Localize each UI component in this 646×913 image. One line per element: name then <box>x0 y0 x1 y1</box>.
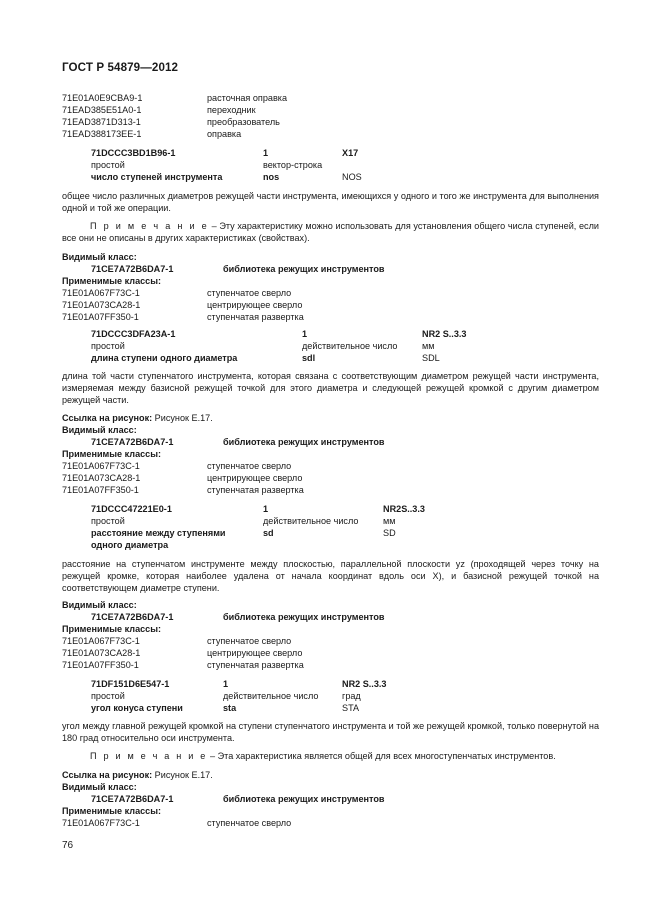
note <box>62 750 599 762</box>
property-code: 71DCCC47221E0-1 <box>91 504 172 514</box>
note-label: П р и м е ч а н и е <box>90 221 209 231</box>
property-code: 71DF151D6E547-1 <box>91 679 170 689</box>
property-unit: мм <box>383 516 396 526</box>
list-item <box>62 635 292 647</box>
property-unit: град <box>342 691 361 701</box>
definition-text: общее число различных диаметров режущей части инструмента, имеющихся у одного и того же инструмента для выполнения одной и той же операции. <box>62 191 599 213</box>
property-format: NR2S..3.3 <box>383 504 425 514</box>
class-code: 71EAD388173EE-1 <box>62 129 142 139</box>
class-code: 71E01A073CA28-1 <box>62 648 141 658</box>
property-type: простой <box>91 160 125 170</box>
class-code: 71E01A07FF350-1 <box>62 485 139 495</box>
property-datatype: действительное число <box>263 516 359 526</box>
class-code: 71E01A073CA28-1 <box>62 300 141 310</box>
class-code: 71E01A07FF350-1 <box>62 660 139 670</box>
class-name: ступенчатая развертка <box>207 660 304 670</box>
property-symbol: sdl <box>302 353 316 363</box>
property-datatype: вектор-строка <box>263 160 323 170</box>
property-name: угол конуса ступени <box>91 703 183 713</box>
list-item <box>62 647 303 659</box>
class-code: 71EAD385E51A0-1 <box>62 105 142 115</box>
class-name: ступенчатая развертка <box>207 312 304 322</box>
note <box>62 220 599 244</box>
definition-text: угол между главной режущей кромкой на ступени ступенчатого инструмента и той же режущей кромкой, только повернутой на 180 град относительно оси инструмента. <box>62 721 599 743</box>
list-item <box>62 472 303 484</box>
class-code: 71E01A067F73C-1 <box>62 818 140 828</box>
list-item <box>62 659 304 671</box>
visible-class-label: Видимый класс: <box>62 425 137 435</box>
applicable-classes-label: Применимые классы: <box>62 624 162 634</box>
page-number: 76 <box>62 840 74 851</box>
figure-reference <box>62 412 213 424</box>
list-item <box>62 484 304 496</box>
property-version: 1 <box>263 504 269 514</box>
property-symbol: sta <box>223 703 237 713</box>
property-code: 71DCCC3DFA23A-1 <box>91 329 176 339</box>
property-short-name: NOS <box>342 172 362 182</box>
note-text: – Эта характеристика является общей для всех многоступенчатых инструментов. <box>207 751 556 761</box>
list-item <box>62 311 304 323</box>
property-symbol: sd <box>263 528 274 538</box>
property-code: 71DCCC3BD1B96-1 <box>91 148 176 158</box>
property-format: X17 <box>342 148 359 158</box>
library-name: библиотека режущих инструментов <box>223 264 385 274</box>
class-code: 71EAD3871D313-1 <box>62 117 141 127</box>
property-format: NR2 S..3.3 <box>422 329 467 339</box>
property-datatype: действительное число <box>302 341 398 351</box>
applicable-classes-label: Применимые классы: <box>62 276 162 286</box>
figure-ref-value: Рисунок Е.17. <box>152 770 213 780</box>
property-format: NR2 S..3.3 <box>342 679 387 689</box>
figure-reference <box>62 769 213 781</box>
list-item <box>62 128 242 140</box>
property-version: 1 <box>223 679 229 689</box>
visible-class-label: Видимый класс: <box>62 782 137 792</box>
applicable-classes-label: Применимые классы: <box>62 806 162 816</box>
property-datatype: действительное число <box>223 691 319 701</box>
class-name: центрирующее сверло <box>207 648 303 658</box>
visible-class-label: Видимый класс: <box>62 252 137 262</box>
definition-text: расстояние на ступенчатом инструменте между плоскостью, параллельной плоскости yz (проходящей через точку на режущей кромке, которая наиболее удалена от начала координат вдоль оси X), и базисной режущей точкой на соответствующем диаметре ступени. <box>62 559 599 593</box>
figure-ref-label: Ссылка на рисунок: <box>62 413 153 423</box>
figure-ref-label: Ссылка на рисунок: <box>62 770 153 780</box>
class-code: 71E01A067F73C-1 <box>62 288 140 298</box>
class-code: 71E01A0E9CBA9-1 <box>62 93 143 103</box>
property-short-name: STA <box>342 703 360 713</box>
class-name: центрирующее сверло <box>207 300 303 310</box>
library-code: 71CE7A72B6DA7-1 <box>91 794 174 804</box>
property-unit: мм <box>422 341 435 351</box>
definition-text: длина той части ступенчатого инструмента, которая связана с соответствующим диаметром режущей части инструмента, измеряемая между базисной режущей точкой для этого диаметра и следующей режущей кромкой с другим диаметром режущей части. <box>62 371 599 405</box>
class-name: ступенчатое сверло <box>207 636 292 646</box>
library-code: 71CE7A72B6DA7-1 <box>91 612 174 622</box>
class-name: преобразователь <box>207 117 280 127</box>
list-item <box>62 116 280 128</box>
class-name: ступенчатое сверло <box>207 818 292 828</box>
property-name: число ступеней инструмента <box>91 172 223 182</box>
library-name: библиотека режущих инструментов <box>223 612 385 622</box>
visible-class-label: Видимый класс: <box>62 600 137 610</box>
property-short-name: SDL <box>422 353 440 363</box>
property-version: 1 <box>302 329 308 339</box>
library-name: библиотека режущих инструментов <box>223 794 385 804</box>
applicable-classes-label: Применимые классы: <box>62 449 162 459</box>
property-short-name: SD <box>383 528 396 538</box>
class-name: ступенчатое сверло <box>207 461 292 471</box>
list-item <box>62 92 288 104</box>
list-item <box>62 817 292 829</box>
library-code: 71CE7A72B6DA7-1 <box>91 437 174 447</box>
property-name: длина ступени одного диаметра <box>91 353 238 363</box>
class-code: 71E01A07FF350-1 <box>62 312 139 322</box>
property-type: простой <box>91 691 125 701</box>
list-item <box>62 299 303 311</box>
class-code: 71E01A073CA28-1 <box>62 473 141 483</box>
class-name: центрирующее сверло <box>207 473 303 483</box>
property-type: простой <box>91 516 125 526</box>
property-name-continued: одного диаметра <box>91 540 169 550</box>
library-code: 71CE7A72B6DA7-1 <box>91 264 174 274</box>
class-code: 71E01A067F73C-1 <box>62 461 140 471</box>
property-name: расстояние между ступенями <box>91 528 226 538</box>
class-name: ступенчатая развертка <box>207 485 304 495</box>
page-header: ГОСТ Р 54879—2012 <box>62 61 179 74</box>
figure-ref-value: Рисунок Е.17. <box>152 413 213 423</box>
class-name: оправка <box>207 129 242 139</box>
class-name: ступенчатое сверло <box>207 288 292 298</box>
property-type: простой <box>91 341 125 351</box>
list-item <box>62 460 292 472</box>
property-version: 1 <box>263 148 269 158</box>
property-symbol: nos <box>263 172 280 182</box>
note-label: П р и м е ч а н и е <box>90 751 208 761</box>
list-item <box>62 287 292 299</box>
class-name: расточная оправка <box>207 93 288 103</box>
library-name: библиотека режущих инструментов <box>223 437 385 447</box>
class-code: 71E01A067F73C-1 <box>62 636 140 646</box>
list-item <box>62 104 256 116</box>
note-text: – Эту характеристику можно использовать для установления общего числа ступеней, если все они не описаны в других характеристиках (свойствах). <box>62 221 599 243</box>
class-name: переходник <box>207 105 256 115</box>
